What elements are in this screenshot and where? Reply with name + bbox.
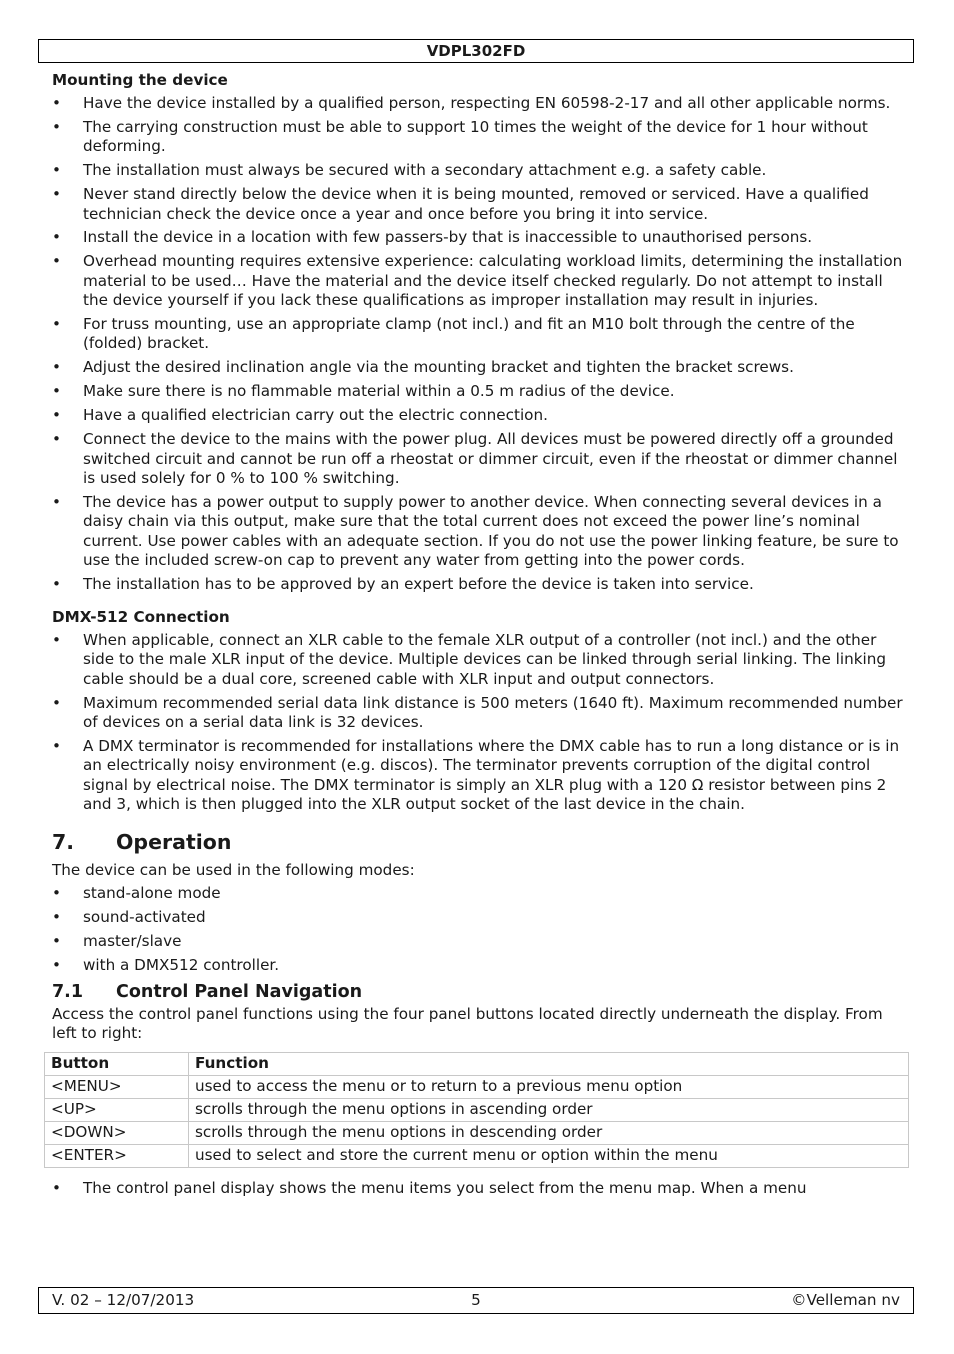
bullet-icon: • <box>52 117 61 136</box>
list-item: • The carrying construction must be able to support 10 times the weight of the device for 1 hour without deforming. <box>52 117 868 156</box>
mounting-list <box>52 94 907 594</box>
table-cell: used to access the menu or to return to a previous menu option <box>189 1075 909 1098</box>
bullet-icon: • <box>52 907 61 926</box>
bullet-icon: • <box>52 252 61 271</box>
table-header-row <box>45 1052 909 1075</box>
list-item: • Never stand directly below the device when it is being mounted, removed or serviced. Have a qualified technician check the device once a year and once before you bring it into service. <box>52 185 869 223</box>
column-header: Button <box>45 1052 189 1075</box>
list-item: • Overhead mounting requires extensive experience: calculating workload limits, determining the installation material to be used… Have the material and the device itself checked regularly. Do not attempt to install the device yourself if you lack these qualifications as improper installation may result in injuries. <box>52 252 903 310</box>
bullet-icon: • <box>52 430 61 449</box>
table-cell: <DOWN> <box>45 1121 189 1144</box>
table-cell: <MENU> <box>45 1075 189 1098</box>
bullet-icon: • <box>52 358 61 377</box>
list-item: • Have a qualified electrician carry out the electric connection. <box>52 406 548 425</box>
list-item: • with a DMX512 controller. <box>52 955 280 974</box>
list-item: • A DMX terminator is recommended for installations where the DMX cable has to run a long distance or is in an electrically noisy environment (e.g. discos). The terminator prevents corruption of the digital control signal by electrical noise. The DMX terminator is simply an XLR plug with a 120 Ω resistor between pins 2 and 3, which is then plugged into the XLR output socket of the last device in the chain. <box>52 736 900 814</box>
bullet-icon: • <box>52 630 61 649</box>
button-table <box>44 1052 909 1168</box>
footer-version: V. 02 – 12/07/2013 <box>52 1291 195 1309</box>
bullet-icon: • <box>52 736 61 755</box>
bullet-icon: • <box>52 574 61 593</box>
section-number: 7. <box>52 829 75 854</box>
list-item: • For truss mounting, use an appropriate clamp (not incl.) and fit an M10 bolt through the centre of the (folded) bracket. <box>52 315 855 353</box>
bullet-icon: • <box>52 492 61 511</box>
table-row <box>45 1075 909 1098</box>
bullet-icon: • <box>52 185 61 204</box>
bullet-icon: • <box>52 315 61 334</box>
table-cell: scrolls through the menu options in descending order <box>189 1121 909 1144</box>
list-item: • When applicable, connect an XLR cable to the female XLR output of a controller (not incl.) and the other side to the male XLR input of the device. Multiple devices can be linked through serial linking. The linking cable should be a dual core, screened cable with XLR input and output connectors. <box>52 630 886 688</box>
bullet-icon: • <box>52 382 61 401</box>
table-row <box>45 1098 909 1121</box>
column-header: Function <box>189 1052 909 1075</box>
section-title: Control Panel Navigation <box>116 982 363 1003</box>
table-cell: used to select and store the current menu or option within the menu <box>189 1144 909 1167</box>
page-content <box>52 70 907 1203</box>
spacer <box>52 599 907 607</box>
bullet-icon: • <box>52 1178 61 1197</box>
bullet-icon: • <box>52 955 61 974</box>
page-header <box>38 39 914 63</box>
section-number: 7.1 <box>52 982 84 1003</box>
table-row <box>45 1144 909 1167</box>
table-row <box>45 1121 909 1144</box>
list-item: • Maximum recommended serial data link distance is 500 meters (1640 ft). Maximum recommended number of devices on a serial data link is 32 devices. <box>52 693 903 731</box>
page-footer <box>38 1287 914 1314</box>
list-item: • The control panel display shows the menu items you select from the menu map. When a menu <box>52 1178 807 1197</box>
section-heading-operation <box>52 829 907 855</box>
bullet-icon: • <box>52 228 61 247</box>
bullet-icon: • <box>52 931 61 950</box>
dmx-heading: DMX-512 Connection <box>52 607 230 626</box>
modes-list <box>52 884 907 975</box>
list-item: • Connect the device to the mains with the power plug. All devices must be powered directly off a grounded switched circuit and cannot be run off a rheostat or dimmer circuit, even if the rheostat or dimmer channel is used solely for 0 % to 100 % switching. <box>52 430 898 487</box>
bullet-icon: • <box>52 161 61 180</box>
model-name: VDPL302FD <box>426 42 526 60</box>
bullet-icon: • <box>52 94 61 112</box>
section-heading-control-panel <box>52 981 907 1003</box>
list-item: • Install the device in a location with few passers-by that is inaccessible to unauthorised persons. <box>52 228 813 247</box>
operation-intro: The device can be used in the following modes: <box>52 860 415 879</box>
list-item: • master/slave <box>52 931 182 950</box>
table-cell: <UP> <box>45 1098 189 1121</box>
page-number: 5 <box>471 1291 481 1309</box>
control-panel-intro: Access the control panel functions using the four panel buttons located directly underneath the display. From left to right: <box>52 1005 883 1043</box>
list-item: • The device has a power output to supply power to another device. When connecting several devices in a daisy chain via this output, make sure that the total current does not exceed the power line’s nominal current. Use power cables with an adequate section. If you do not use the power linking feature, be sure to use the included screw-on cap to prevent any water from getting into the power cords. <box>52 492 899 570</box>
table-cell: <ENTER> <box>45 1144 189 1167</box>
list-item: • The installation has to be approved by an expert before the device is taken into service. <box>52 574 754 593</box>
footer-copyright: ©Velleman nv <box>791 1291 900 1309</box>
bullet-icon: • <box>52 693 61 712</box>
list-item: • Make sure there is no flammable material within a 0.5 m radius of the device. <box>52 382 675 401</box>
list-item: • stand-alone mode <box>52 883 221 902</box>
bullet-icon: • <box>52 883 61 902</box>
list-item: • sound-activated <box>52 907 206 926</box>
table-cell: scrolls through the menu options in ascending order <box>189 1098 909 1121</box>
list-item: • Have the device installed by a qualified person, respecting EN 60598-2-17 and all other applicable norms. <box>52 94 891 112</box>
section-title: Operation <box>116 829 232 854</box>
dmx-list <box>52 631 907 815</box>
list-item: • Adjust the desired inclination angle via the mounting bracket and tighten the bracket screws. <box>52 358 794 377</box>
bullet-icon: • <box>52 406 61 425</box>
list-item: • The installation must always be secured with a secondary attachment e.g. a safety cable. <box>52 161 767 180</box>
mounting-heading: Mounting the device <box>52 71 228 89</box>
control-panel-notes <box>52 1179 907 1198</box>
